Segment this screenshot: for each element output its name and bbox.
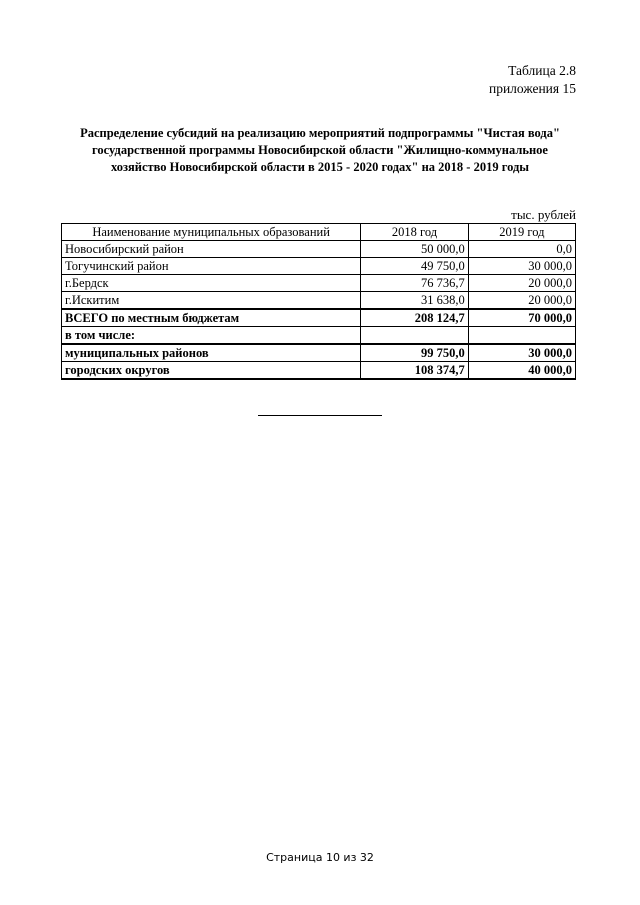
table-header-row bbox=[62, 224, 576, 241]
including-empty-2019 bbox=[468, 327, 575, 345]
column-header-2018: 2018 год bbox=[361, 224, 468, 241]
total-2019-value: 70 000,0 bbox=[468, 309, 575, 327]
subtotal-row bbox=[62, 344, 576, 362]
appendix-reference: приложения 15 bbox=[488, 81, 576, 96]
row-2019-value: 0,0 bbox=[468, 241, 575, 258]
subtotal-2018-value: 99 750,0 bbox=[361, 344, 468, 362]
including-label: в том числе: bbox=[62, 327, 361, 345]
row-name: г.Бердск bbox=[62, 275, 361, 292]
table-row bbox=[62, 258, 576, 275]
row-2019-value: 30 000,0 bbox=[468, 258, 575, 275]
column-header-2019: 2019 год bbox=[468, 224, 575, 241]
title-line-2: государственной программы Новосибирской области "Жилищно-коммунальное bbox=[92, 143, 548, 157]
title-line-1: Распределение субсидий на реализацию мероприятий подпрограммы "Чистая вода" bbox=[80, 126, 560, 140]
row-2018-value: 50 000,0 bbox=[361, 241, 468, 258]
units-label: тыс. рублей bbox=[511, 207, 576, 222]
row-2019-value: 20 000,0 bbox=[468, 292, 575, 310]
subtotal-row bbox=[62, 362, 576, 380]
including-row bbox=[62, 327, 576, 345]
row-name: Новосибирский район bbox=[62, 241, 361, 258]
row-2019-value: 20 000,0 bbox=[468, 275, 575, 292]
subtotal-2018-value: 108 374,7 bbox=[361, 362, 468, 380]
row-2018-value: 49 750,0 bbox=[361, 258, 468, 275]
row-2018-value: 31 638,0 bbox=[361, 292, 468, 310]
subtotal-2019-value: 30 000,0 bbox=[468, 344, 575, 362]
row-2018-value: 76 736,7 bbox=[361, 275, 468, 292]
table-row bbox=[62, 275, 576, 292]
page-number: Страница 10 из 32 bbox=[266, 851, 374, 864]
title-line-3: хозяйство Новосибирской области в 2015 - 2020 годах" на 2018 - 2019 годы bbox=[110, 160, 530, 174]
including-empty-2018 bbox=[361, 327, 468, 345]
row-name: г.Искитим bbox=[62, 292, 361, 310]
document-title bbox=[60, 125, 580, 176]
total-label: ВСЕГО по местным бюджетам bbox=[62, 309, 361, 327]
column-header-name: Наименование муниципальных образований bbox=[62, 224, 361, 241]
subtotal-label: городских округов bbox=[62, 362, 361, 380]
total-row bbox=[62, 309, 576, 327]
subsidy-table bbox=[61, 223, 576, 380]
subtotal-label: муниципальных районов bbox=[62, 344, 361, 362]
subtotal-2019-value: 40 000,0 bbox=[468, 362, 575, 380]
table-number: Таблица 2.8 bbox=[508, 63, 576, 78]
separator-line bbox=[258, 415, 382, 416]
total-2018-value: 208 124,7 bbox=[361, 309, 468, 327]
table-reference bbox=[489, 62, 576, 98]
row-name: Тогучинский район bbox=[62, 258, 361, 275]
table-row bbox=[62, 241, 576, 258]
table-row bbox=[62, 292, 576, 310]
